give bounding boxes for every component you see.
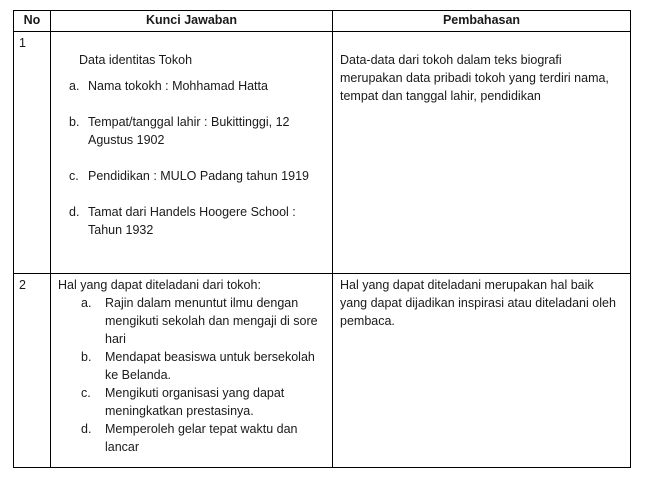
list-marker: c.	[81, 386, 91, 400]
table-row	[14, 32, 631, 274]
list-marker: a.	[69, 79, 80, 93]
list-item-text: Pendidikan : MULO Padang tahun 1919	[88, 169, 309, 183]
list-marker: a.	[81, 296, 92, 310]
list-item-text: Mendapat beasiswa untuk bersekolah ke Belanda.	[105, 350, 315, 382]
list-marker: c.	[69, 169, 79, 183]
list-item	[51, 384, 332, 420]
list-item-text: Nama tokokh : Mohhamad Hatta	[88, 79, 268, 93]
header-discussion: Pembahasan	[333, 11, 631, 32]
row-number: 1	[14, 32, 51, 274]
discussion-cell	[333, 274, 631, 468]
discussion-text: Data-data dari tokoh dalam teks biografi merupakan data pribadi tokoh yang terdiri nama, tempat dan tanggal lahir, pendidikan	[340, 53, 609, 103]
list-item-text: Mengikuti organisasi yang dapat meningkatkan prestasinya.	[105, 386, 285, 418]
answer-key-cell	[51, 274, 333, 468]
header-answer-key: Kunci Jawaban	[51, 11, 333, 32]
discussion-text: Hal yang dapat diteladani merupakan hal baik yang dapat dijadikan inspirasi atau diteladani oleh pembaca.	[340, 278, 616, 328]
list-item-text: Memperoleh gelar tepat waktu dan lancar	[105, 422, 298, 454]
answer-key-table	[13, 10, 631, 468]
list-item-text: Rajin dalam menuntut ilmu dengan mengikuti sekolah dan mengaji di sore hari	[105, 296, 318, 346]
list-item-text: Tempat/tanggal lahir : Bukittinggi, 12 Agustus 1902	[88, 115, 290, 147]
list-item	[51, 420, 332, 456]
answer-list	[51, 294, 332, 456]
list-item	[51, 294, 332, 348]
list-item-text: Tamat dari Handels Hoogere School : Tahun 1932	[88, 205, 296, 237]
list-marker: b.	[69, 115, 80, 129]
answer-intro: Hal yang dapat diteladani dari tokoh:	[58, 278, 261, 292]
list-item	[51, 113, 332, 149]
list-marker: b.	[81, 350, 92, 364]
answer-list	[51, 77, 332, 239]
header-no: No	[14, 11, 51, 32]
list-item	[51, 77, 332, 95]
table-row	[14, 274, 631, 468]
answer-intro: Data identitas Tokoh	[79, 53, 193, 67]
answer-key-cell	[51, 32, 333, 274]
list-item	[51, 348, 332, 384]
discussion-cell	[333, 32, 631, 274]
table-header-row	[14, 11, 631, 32]
list-item	[51, 203, 332, 239]
list-marker: d.	[69, 205, 80, 219]
row-number: 2	[14, 274, 51, 468]
list-item	[51, 167, 332, 185]
list-marker: d.	[81, 422, 92, 436]
